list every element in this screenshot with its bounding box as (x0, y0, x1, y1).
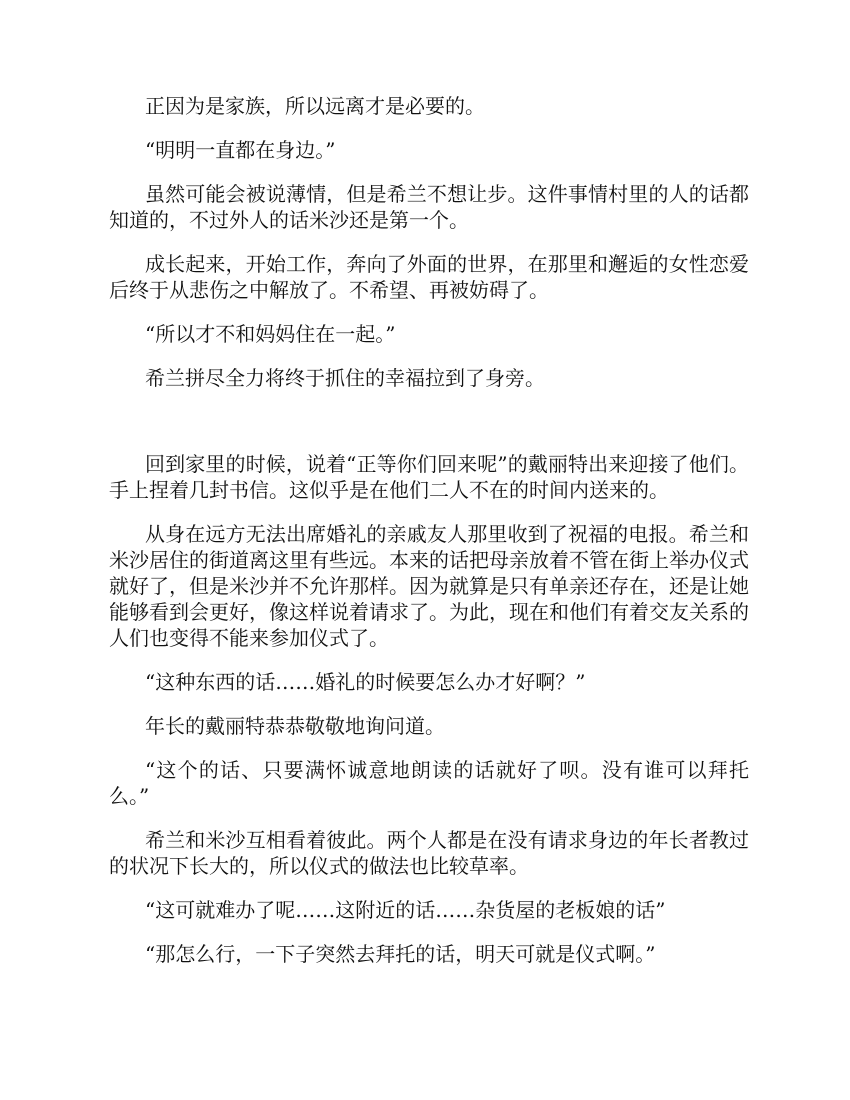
section-break (109, 409, 749, 451)
paragraph: 正因为是家族，所以远离才是必要的。 (145, 94, 485, 118)
paragraph: 从身在远方无法出席婚礼的亲戚友人那里收到了祝福的电报。希兰和米沙居住的街道离这里有些远。本来的话把母亲放着不管在街上举办仪式就好了，但是米沙并不允许那样。因为就算是只有单亲还存在，还是让她能够看到会更好，像这样说着请求了。为此，现在和他们有着交友关系的人们也变得不能来参加仪式了。 (109, 522, 749, 650)
paragraph: 年长的戴丽特恭恭敬敬地询问道。 (145, 714, 445, 738)
paragraph: “这种东西的话……婚礼的时候要怎么办才好啊？” (145, 670, 586, 694)
paragraph: 成长起来，开始工作，奔向了外面的世界，在那里和邂逅的女性恋爱后终于从悲伤之中解放了。不希望、再被妨碍了。 (109, 252, 749, 302)
paragraph: “所以才不和妈妈住在一起。” (145, 322, 396, 346)
paragraph: 虽然可能会被说薄情，但是希兰不想让步。这件事情村里的人的话都知道的，不过外人的话米沙还是第一个。 (109, 182, 749, 232)
body-text (109, 93, 749, 985)
paragraph: 希兰和米沙互相看着彼此。两个人都是在没有请求身边的年长者教过的状况下长大的，所以仪式的做法也比较草率。 (109, 828, 749, 878)
paragraph: “明明一直都在身边。” (145, 138, 336, 162)
paragraph: 回到家里的时候，说着“正等你们回来呢”的戴丽特出来迎接了他们。手上捏着几封书信。这似乎是在他们二人不在的时间内送来的。 (109, 452, 749, 502)
paragraph: “那怎么行，一下子突然去拜托的话，明天可就是仪式啊。” (145, 942, 656, 966)
paragraph: 希兰拼尽全力将终于抓住的幸福拉到了身旁。 (145, 366, 545, 390)
paragraph: “这个的话、只要满怀诚意地朗读的话就好了呗。没有谁可以拜托么。” (109, 758, 749, 808)
paragraph: “这可就难办了呢……这附近的话……杂货屋的老板娘的话” (145, 898, 666, 922)
